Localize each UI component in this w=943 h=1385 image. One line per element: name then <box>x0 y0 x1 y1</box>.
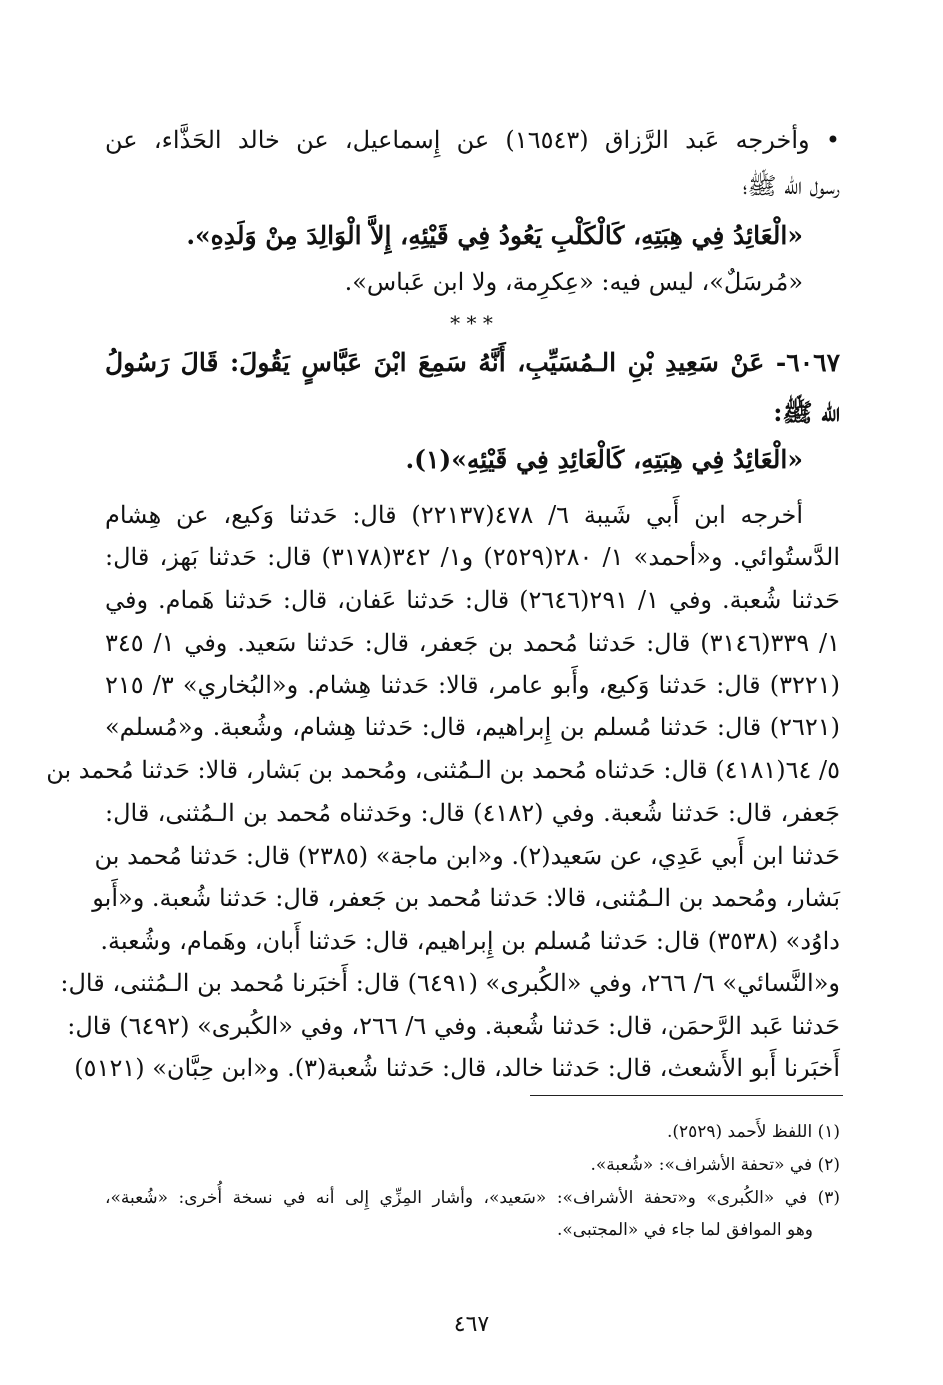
text-line: «مُرسَلٌ»، ليس فيه: «عِكرِمة، ولا ابن عَباس». <box>344 268 803 296</box>
text-line: جَعفر، قال: حَدثنا شُعبة. وفي (٤١٨٢) قال: وحَدثناه مُحمد بن الـمُثنى، قال: <box>105 799 840 827</box>
text-line: و«النَّسائي» ٦/ ٢٦٦، وفي «الكُبرى» (٦٤٩١) قال: أَخبَرنا مُحمد بن الـمُثنى، قال: <box>60 969 840 997</box>
footnote: وهو الموافق لما جاء في «المجتبى». <box>556 1220 813 1240</box>
footnote-divider <box>530 1095 843 1096</box>
text-line: (٢٦٢١) قال: حَدثنا مُسلم بن إِبراهيم، قال: حَدثنا هِشام، وشُعبة. و«مُسلم» <box>105 713 840 741</box>
text-line: أخرجه ابن أَبي شَيبة ٦/ ٤٧٨(٢٢١٣٧) قال: حَدثنا وَكيع، عن هِشام <box>105 501 803 529</box>
page-number: ٤٦٧ <box>453 1312 490 1337</box>
hadith-heading: ٦٠٦٧- عَنْ سَعِيدِ بْنِ الـمُسَيِّبِ، أَنَّهُ سَمِعَ ابْنَ عَبَّاسٍ يَقُولَ: قَالَ رَسُولُ <box>105 348 840 377</box>
text-line: أَخبَرنا أَبو الأَشعث، قال: حَدثنا خالد، قال: حَدثنا شُعبة(٣). و«ابن حِبَّان» (٥١٢١) <box>74 1054 840 1082</box>
text-line: ٥/ ٦٤(٤١٨١) قال: حَدثناه مُحمد بن الـمُثنى، ومُحمد بن بَشار، قالا: حَدثنا مُحمد بن <box>46 756 840 784</box>
text-line: رسول الله ﷺ؛ <box>742 172 840 200</box>
footnote: (١) اللفظ لأَحمد (٢٥٢٩). <box>666 1122 840 1142</box>
text-line: بَشار، ومُحمد بن الـمُثنى، قالا: حَدثنا مُحمد بن جَعفر، قال: حَدثنا شُعبة. و«أَبو <box>92 884 840 912</box>
text-line: (٣٢٢١) قال: حَدثنا وَكيع، وأَبو عامر، قالا: حَدثنا هِشام. و«البُخاري» ٣/ ٢١٥ <box>105 671 841 699</box>
text-line: حَدثنا شُعبة. وفي ١/ ٢٩١(٢٦٤٦) قال: حَدثنا عَفان، قال: حَدثنا هَمام. وفي <box>105 586 841 614</box>
footnote: (٢) في «تحفة الأشراف»: «شُعبة». <box>590 1155 840 1175</box>
text-line: داوُد» (٣٥٣٨) قال: حَدثنا مُسلم بن إِبراهيم، قال: حَدثنا أَبان، وهَمام، وشُعبة. <box>100 927 840 955</box>
text-line: ١/ ٣٣٩(٣١٤٦) قال: حَدثنا مُحمد بن جَعفر، قال: حَدثنا سَعيد. وفي ١/ ٣٤٥ <box>105 629 841 657</box>
section-separator: * * * <box>450 311 493 335</box>
text-line: حَدثنا عَبد الرَّحمَن، قال: حَدثنا شُعبة. وفي ٦/ ٢٦٦، وفي «الكُبرى» (٦٤٩٢) قال: <box>67 1012 840 1040</box>
hadith-text: الله ﷺ: <box>773 398 840 427</box>
text-line: حَدثنا ابن أَبي عَدِي، عن سَعيد(٢). و«ابن ماجة» (٢٣٨٥) قال: حَدثنا مُحمد بن <box>94 842 840 870</box>
hadith-text: «الْعَائِدُ فِي هِبَتِهِ، كَالْعَائِدِ فِي قَيْئِهِ»(١). <box>405 445 803 474</box>
hadith-text: «الْعَائِدُ فِي هِبَتِهِ، كَالْكَلْبِ يَعُودُ فِي قَيْئِهِ، إِلاَّ الْوَالِدَ مِنْ وَلَدِهِ». <box>186 221 803 250</box>
text-line: • وأخرجه عَبد الرَّزاق (١٦٥٤٣) عن إِسماعيل، عن خالد الحَذَّاء، عن <box>105 126 840 154</box>
text-line: الدَّستُوائي. و«أحمد» ١/ ٢٨٠(٢٥٢٩) و١/ ٣٤٢(٣١٧٨) قال: حَدثنا بَهز، قال: <box>105 543 841 571</box>
footnote: (٣) في «الكُبرى» و«تحفة الأشراف»: «سَعيد»، وأشار المِزِّي إِلى أنه في نسخة أُخرى: «شُعبة»، <box>105 1188 840 1208</box>
